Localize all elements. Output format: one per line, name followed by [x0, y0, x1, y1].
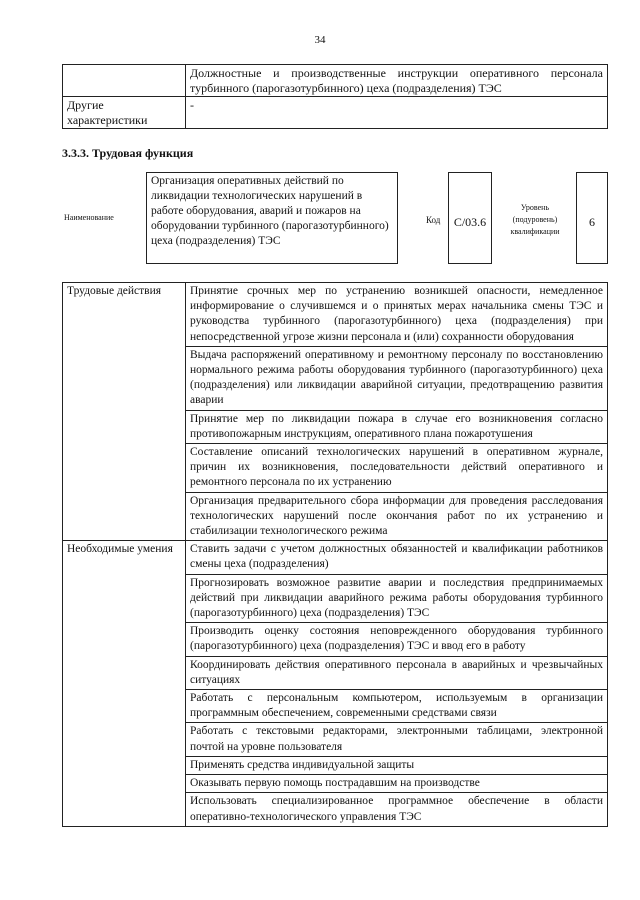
- table-row: [63, 283, 608, 347]
- function-name: Организация оперативных действий по ликвидации технологических нарушений в работе оборудования, аварий и пожаров на оборудовании турбинного (парогазотурбинного) цеха (подразделения) ТЭС: [146, 172, 398, 264]
- action-item: Принятие срочных мер по устранению возникшей опасности, немедленное информирование о случившемся и о принятых мерах начальника смены ТЭС и руководства турбинного (парогазотурбинного) цеха (подразделения) при непосредственной угрозе жизни персонала и (или) сохранности оборудования: [186, 283, 608, 347]
- skill-item: Работать с текстовыми редакторами, электронными таблицами, электронной почтой на уровне пользователя: [186, 723, 608, 756]
- actions-label: Трудовые действия: [63, 283, 186, 541]
- top-row1-text: Должностные и производственные инструкции оперативного персонала турбинного (парогазотурбинного) цеха (подразделения) ТЭС: [186, 65, 608, 97]
- action-item: Выдача распоряжений оперативному и ремонтному персоналу по восстановлению нормального режима работы оборудования турбинного (парогазотурбинного) цеха (подразделения) или ликвидации аварийной ситуации, предотвращению развития аварии: [186, 346, 608, 410]
- name-label: Наименование: [64, 213, 114, 222]
- table-row: [63, 541, 608, 574]
- skill-item: Применять средства индивидуальной защиты: [186, 756, 608, 774]
- section-title: 3.3.3. Трудовая функция: [62, 146, 194, 160]
- skill-item: Оказывать первую помощь пострадавшим на производстве: [186, 775, 608, 793]
- action-item: Принятие мер по ликвидации пожара в случае его возникновения согласно противопожарным инструкциям, оперативного плана пожаротушения: [186, 410, 608, 443]
- top-row1-label: [63, 65, 186, 97]
- top-row2-text: -: [186, 97, 608, 129]
- page-number: 34: [314, 34, 326, 46]
- skill-item: Производить оценку состояния неповрежденного оборудования турбинного (парогазотурбинного) цеха (подразделения) ТЭС и ввод его в работу: [186, 623, 608, 656]
- skill-item: Координировать действия оперативного персонала в аварийных и чрезвычайных ситуациях: [186, 656, 608, 689]
- function-table: [62, 282, 608, 827]
- top-row2-label: Другие характеристики: [63, 97, 186, 129]
- skill-item: Использовать специализированное программное обеспечение в области оперативно-технологического управления ТЭС: [186, 793, 608, 826]
- skill-item: Работать с персональным компьютером, используемым в организации программным обеспечением, современными средствами связи: [186, 690, 608, 723]
- skill-item: Ставить задачи с учетом должностных обязанностей и квалификации работников смены цеха (подразделения): [186, 541, 608, 574]
- skill-item: Прогнозировать возможное развитие аварии и последствия предпринимаемых действий при ликвидации аварийного режима работы оборудования турбинного (парогазотурбинного) цеха (подразделения) ТЭС: [186, 574, 608, 623]
- code-label: Код: [426, 215, 441, 225]
- function-code: C/03.6: [448, 172, 492, 264]
- level-label: Уровень (подуровень) квалификации: [510, 203, 560, 236]
- skills-label: Необходимые умения: [63, 541, 186, 826]
- action-item: Составление описаний технологических нарушений в оперативном журнале, причин их возникновения, последовательности действий оперативного и ремонтного персонала по их устранению: [186, 444, 608, 493]
- function-level: 6: [576, 172, 608, 264]
- action-item: Организация предварительного сбора информации для проведения расследования технологических нарушений после окончания работ по их устранению и стабилизации технологического режима: [186, 492, 608, 541]
- top-table: [62, 64, 608, 129]
